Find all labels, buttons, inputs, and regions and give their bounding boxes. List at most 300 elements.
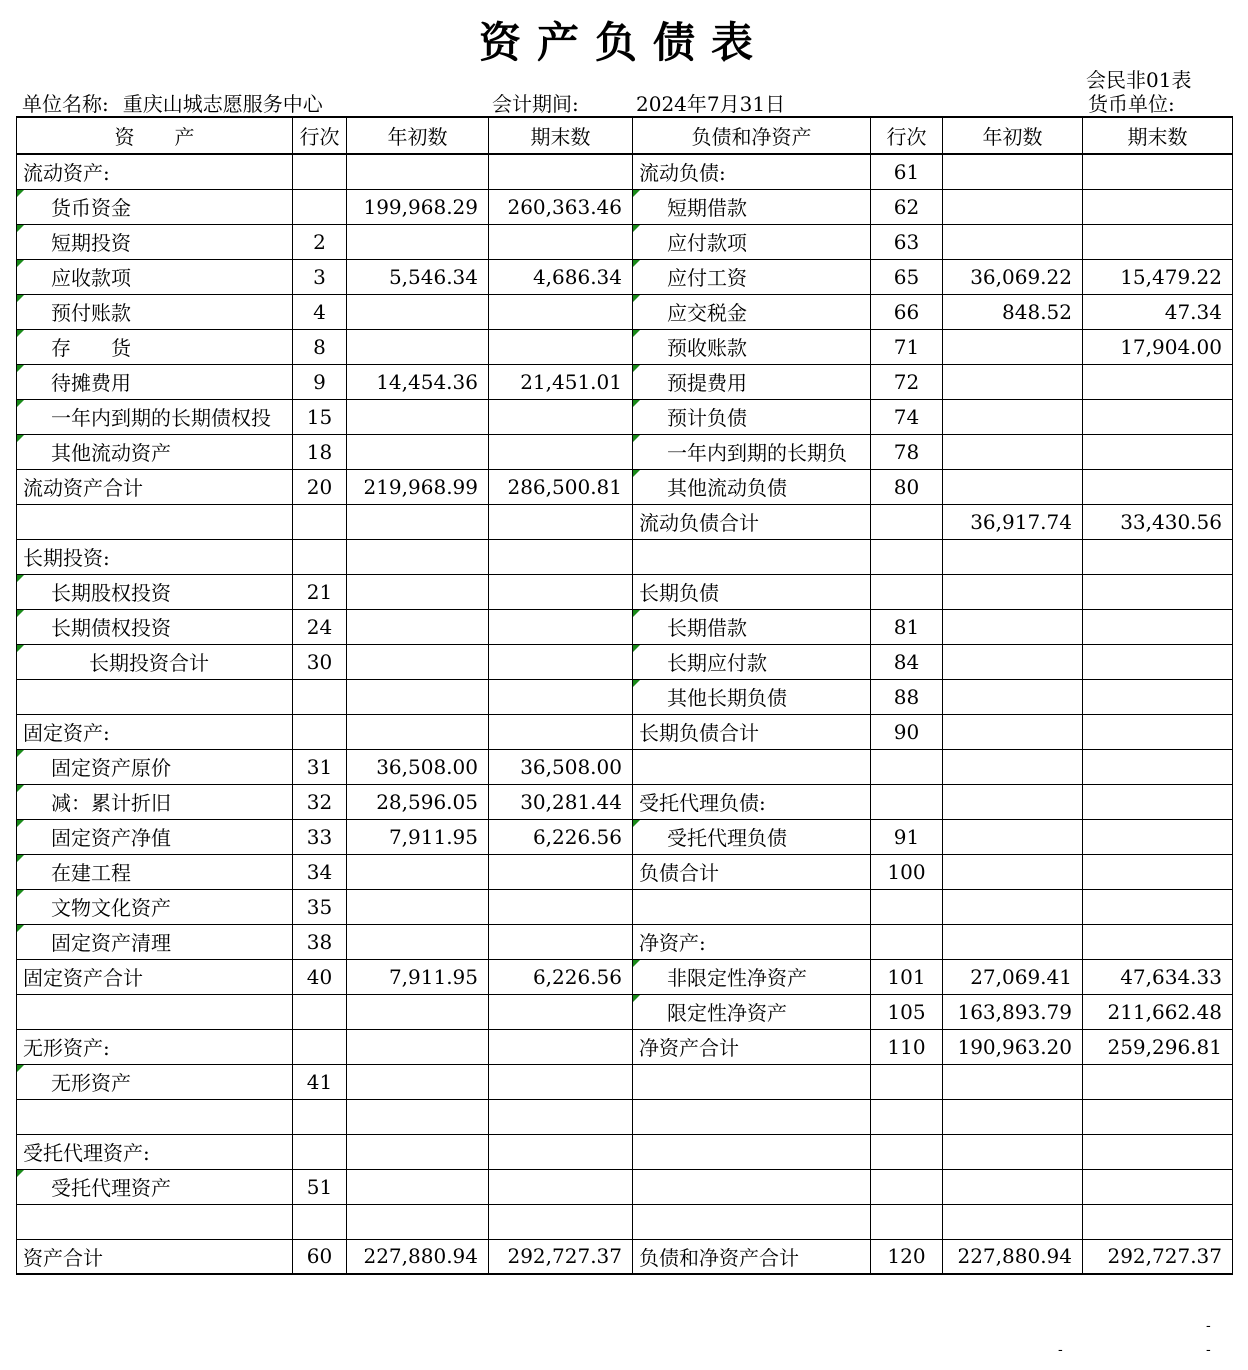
asset-row-no-cell <box>293 714 347 749</box>
asset-opening-cell: 227,880.94 <box>347 1239 489 1274</box>
liability-closing-cell: 211,662.48 <box>1083 994 1233 1029</box>
asset-opening-cell <box>347 154 489 189</box>
liability-opening-cell: 36,917.74 <box>943 504 1083 539</box>
asset-closing-cell <box>489 889 633 924</box>
asset-name-cell: 长期股权投资 <box>17 574 293 609</box>
asset-closing-cell <box>489 504 633 539</box>
asset-row-no-cell <box>293 1134 347 1169</box>
liability-closing-cell <box>1083 854 1233 889</box>
table-row <box>17 294 1233 329</box>
asset-name-cell: 一年内到期的长期债权投 <box>17 399 293 434</box>
asset-row-no-cell: 3 <box>293 259 347 294</box>
asset-name-cell <box>17 679 293 714</box>
asset-row-no-cell <box>293 504 347 539</box>
liability-row-no-cell <box>871 889 943 924</box>
liability-row-no-cell: 91 <box>871 819 943 854</box>
liability-row-no-cell <box>871 1099 943 1134</box>
liability-name-cell: 预提费用 <box>633 364 871 399</box>
liability-row-no-cell: 63 <box>871 224 943 259</box>
liability-row-no-cell <box>871 539 943 574</box>
liability-opening-cell <box>943 924 1083 959</box>
liability-opening-cell <box>943 224 1083 259</box>
liability-name-cell: 长期应付款 <box>633 644 871 679</box>
table-row <box>17 224 1233 259</box>
asset-row-no-cell: 51 <box>293 1169 347 1204</box>
liability-row-no-cell <box>871 1169 943 1204</box>
liability-name-cell: 限定性净资产 <box>633 994 871 1029</box>
table-row <box>17 434 1233 469</box>
asset-closing-cell: 4,686.34 <box>489 259 633 294</box>
footer-dash: - <box>1058 1342 1063 1358</box>
liability-row-no-cell <box>871 1064 943 1099</box>
liability-opening-cell <box>943 434 1083 469</box>
asset-opening-cell <box>347 539 489 574</box>
liability-closing-cell <box>1083 609 1233 644</box>
liability-closing-cell: 15,479.22 <box>1083 259 1233 294</box>
liability-row-no-cell: 90 <box>871 714 943 749</box>
table-row <box>17 1099 1233 1134</box>
asset-row-no-cell: 30 <box>293 644 347 679</box>
asset-opening-cell: 36,508.00 <box>347 749 489 784</box>
asset-closing-cell: 260,363.46 <box>489 189 633 224</box>
asset-name-cell: 固定资产合计 <box>17 959 293 994</box>
liability-opening-cell: 27,069.41 <box>943 959 1083 994</box>
table-row <box>17 259 1233 294</box>
liability-opening-cell <box>943 539 1083 574</box>
liability-opening-cell <box>943 189 1083 224</box>
liability-opening-cell <box>943 364 1083 399</box>
liability-closing-cell <box>1083 399 1233 434</box>
asset-row-no-cell: 33 <box>293 819 347 854</box>
asset-opening-cell <box>347 574 489 609</box>
liability-row-no-cell: 66 <box>871 294 943 329</box>
form-code: 会民非01表 <box>1086 68 1192 92</box>
asset-row-no-cell <box>293 1204 347 1239</box>
asset-closing-cell <box>489 644 633 679</box>
liability-opening-cell <box>943 644 1083 679</box>
asset-row-no-cell: 21 <box>293 574 347 609</box>
liability-row-no-cell: 78 <box>871 434 943 469</box>
table-row <box>17 679 1233 714</box>
liability-opening-cell <box>943 1204 1083 1239</box>
header-opening: 年初数 <box>347 117 489 154</box>
liability-name-cell <box>633 1099 871 1134</box>
asset-row-no-cell: 35 <box>293 889 347 924</box>
asset-closing-cell <box>489 1029 633 1064</box>
asset-opening-cell <box>347 399 489 434</box>
liability-opening-cell <box>943 609 1083 644</box>
asset-row-no-cell: 15 <box>293 399 347 434</box>
liability-closing-cell <box>1083 1204 1233 1239</box>
asset-opening-cell <box>347 329 489 364</box>
asset-opening-cell <box>347 224 489 259</box>
liability-opening-cell <box>943 1099 1083 1134</box>
asset-closing-cell <box>489 154 633 189</box>
asset-name-cell: 固定资产原价 <box>17 749 293 784</box>
table-row <box>17 1169 1233 1204</box>
table-row <box>17 504 1233 539</box>
liability-name-cell: 预收账款 <box>633 329 871 364</box>
liability-row-no-cell <box>871 1204 943 1239</box>
asset-opening-cell <box>347 434 489 469</box>
liability-name-cell <box>633 539 871 574</box>
table-row <box>17 364 1233 399</box>
asset-closing-cell <box>489 609 633 644</box>
header-row-no: 行次 <box>293 117 347 154</box>
liability-closing-cell <box>1083 1064 1233 1099</box>
asset-closing-cell <box>489 1099 633 1134</box>
asset-row-no-cell: 20 <box>293 469 347 504</box>
asset-name-cell: 流动资产合计 <box>17 469 293 504</box>
table-row <box>17 994 1233 1029</box>
table-row <box>17 609 1233 644</box>
asset-name-cell: 文物文化资产 <box>17 889 293 924</box>
table-row <box>17 189 1233 224</box>
header-closing: 期末数 <box>489 117 633 154</box>
liability-closing-cell <box>1083 644 1233 679</box>
table-row <box>17 784 1233 819</box>
table-row <box>17 889 1233 924</box>
liability-opening-cell <box>943 469 1083 504</box>
asset-opening-cell <box>347 1064 489 1099</box>
liability-closing-cell: 17,904.00 <box>1083 329 1233 364</box>
period-value: 2024年7月31日 <box>636 92 786 116</box>
liability-name-cell: 受托代理负债 <box>633 819 871 854</box>
liability-row-no-cell: 65 <box>871 259 943 294</box>
asset-name-cell: 受托代理资产: <box>17 1134 293 1169</box>
liability-closing-cell <box>1083 819 1233 854</box>
asset-row-no-cell: 2 <box>293 224 347 259</box>
table-row <box>17 924 1233 959</box>
asset-name-cell: 无形资产: <box>17 1029 293 1064</box>
table-row <box>17 329 1233 364</box>
table-row <box>17 574 1233 609</box>
asset-opening-cell <box>347 854 489 889</box>
liability-opening-cell <box>943 1134 1083 1169</box>
asset-name-cell: 存 货 <box>17 329 293 364</box>
asset-row-no-cell <box>293 539 347 574</box>
liability-row-no-cell: 120 <box>871 1239 943 1274</box>
liability-name-cell <box>633 889 871 924</box>
liability-opening-cell <box>943 749 1083 784</box>
liability-row-no-cell: 74 <box>871 399 943 434</box>
asset-opening-cell <box>347 504 489 539</box>
liability-closing-cell <box>1083 714 1233 749</box>
table-row <box>17 469 1233 504</box>
asset-row-no-cell <box>293 1029 347 1064</box>
asset-opening-cell <box>347 1099 489 1134</box>
table-row <box>17 644 1233 679</box>
liability-closing-cell: 47,634.33 <box>1083 959 1233 994</box>
liability-name-cell: 非限定性净资产 <box>633 959 871 994</box>
liability-opening-cell: 36,069.22 <box>943 259 1083 294</box>
table-row <box>17 1029 1233 1064</box>
asset-opening-cell <box>347 609 489 644</box>
asset-row-no-cell <box>293 154 347 189</box>
liability-row-no-cell: 110 <box>871 1029 943 1064</box>
header-row-no-2: 行次 <box>871 117 943 154</box>
asset-name-cell: 受托代理资产 <box>17 1169 293 1204</box>
asset-closing-cell <box>489 294 633 329</box>
liability-opening-cell <box>943 329 1083 364</box>
liability-row-no-cell: 62 <box>871 189 943 224</box>
liability-name-cell: 短期借款 <box>633 189 871 224</box>
table-row <box>17 714 1233 749</box>
asset-opening-cell: 28,596.05 <box>347 784 489 819</box>
asset-name-cell: 待摊费用 <box>17 364 293 399</box>
liability-name-cell: 其他长期负债 <box>633 679 871 714</box>
asset-opening-cell <box>347 1029 489 1064</box>
asset-name-cell: 预付账款 <box>17 294 293 329</box>
asset-closing-cell <box>489 1204 633 1239</box>
table-row <box>17 1064 1233 1099</box>
liability-closing-cell: 259,296.81 <box>1083 1029 1233 1064</box>
asset-name-cell: 固定资产清理 <box>17 924 293 959</box>
liability-closing-cell <box>1083 189 1233 224</box>
liability-closing-cell: 292,727.37 <box>1083 1239 1233 1274</box>
asset-closing-cell: 36,508.00 <box>489 749 633 784</box>
asset-name-cell <box>17 994 293 1029</box>
liability-row-no-cell: 84 <box>871 644 943 679</box>
liability-name-cell: 应付工资 <box>633 259 871 294</box>
asset-closing-cell <box>489 434 633 469</box>
liability-opening-cell <box>943 1169 1083 1204</box>
asset-row-no-cell <box>293 994 347 1029</box>
unit-label: 单位名称: <box>22 92 109 116</box>
table-row <box>17 959 1233 994</box>
asset-name-cell: 短期投资 <box>17 224 293 259</box>
asset-opening-cell <box>347 924 489 959</box>
asset-opening-cell: 7,911.95 <box>347 959 489 994</box>
header-closing-2: 期末数 <box>1083 117 1233 154</box>
liability-closing-cell <box>1083 434 1233 469</box>
asset-name-cell: 固定资产净值 <box>17 819 293 854</box>
asset-closing-cell: 6,226.56 <box>489 959 633 994</box>
asset-closing-cell <box>489 539 633 574</box>
header-assets: 资 产 <box>17 117 293 154</box>
asset-closing-cell: 6,226.56 <box>489 819 633 854</box>
asset-name-cell <box>17 504 293 539</box>
liability-opening-cell: 190,963.20 <box>943 1029 1083 1064</box>
liability-row-no-cell: 72 <box>871 364 943 399</box>
asset-name-cell: 固定资产: <box>17 714 293 749</box>
liability-opening-cell <box>943 714 1083 749</box>
liability-row-no-cell <box>871 504 943 539</box>
liability-opening-cell: 227,880.94 <box>943 1239 1083 1274</box>
asset-row-no-cell: 18 <box>293 434 347 469</box>
table-row <box>17 819 1233 854</box>
liability-name-cell <box>633 1204 871 1239</box>
liability-name-cell: 流动负债: <box>633 154 871 189</box>
liability-name-cell <box>633 1169 871 1204</box>
liability-closing-cell <box>1083 1134 1233 1169</box>
table-row <box>17 539 1233 574</box>
asset-opening-cell: 199,968.29 <box>347 189 489 224</box>
liability-name-cell: 预计负债 <box>633 399 871 434</box>
liability-closing-cell <box>1083 1169 1233 1204</box>
asset-opening-cell <box>347 889 489 924</box>
asset-name-cell <box>17 1099 293 1134</box>
liability-closing-cell <box>1083 889 1233 924</box>
liability-name-cell <box>633 1134 871 1169</box>
asset-name-cell: 应收款项 <box>17 259 293 294</box>
liability-name-cell <box>633 1064 871 1099</box>
liability-name-cell: 负债合计 <box>633 854 871 889</box>
asset-opening-cell <box>347 994 489 1029</box>
asset-row-no-cell: 40 <box>293 959 347 994</box>
asset-name-cell: 长期投资合计 <box>17 644 293 679</box>
liability-opening-cell <box>943 784 1083 819</box>
report-title: 资产负债表 <box>478 18 769 67</box>
table-row <box>17 854 1233 889</box>
table-row <box>17 1204 1233 1239</box>
asset-closing-cell <box>489 1134 633 1169</box>
liability-opening-cell <box>943 399 1083 434</box>
asset-row-no-cell: 60 <box>293 1239 347 1274</box>
asset-closing-cell <box>489 679 633 714</box>
asset-row-no-cell: 8 <box>293 329 347 364</box>
liability-opening-cell <box>943 854 1083 889</box>
asset-row-no-cell: 32 <box>293 784 347 819</box>
asset-closing-cell: 30,281.44 <box>489 784 633 819</box>
asset-opening-cell: 14,454.36 <box>347 364 489 399</box>
liability-closing-cell <box>1083 364 1233 399</box>
liability-opening-cell <box>943 154 1083 189</box>
liability-closing-cell <box>1083 539 1233 574</box>
liability-row-no-cell <box>871 784 943 819</box>
asset-name-cell: 货币资金 <box>17 189 293 224</box>
footer-dash: - <box>1206 1342 1211 1358</box>
unit-info <box>22 88 323 117</box>
liability-opening-cell <box>943 819 1083 854</box>
asset-closing-cell <box>489 924 633 959</box>
asset-row-no-cell: 34 <box>293 854 347 889</box>
liability-row-no-cell: 100 <box>871 854 943 889</box>
liability-row-no-cell <box>871 574 943 609</box>
liability-row-no-cell <box>871 924 943 959</box>
liability-opening-cell <box>943 679 1083 714</box>
asset-name-cell: 无形资产 <box>17 1064 293 1099</box>
table-row <box>17 1134 1233 1169</box>
asset-closing-cell: 21,451.01 <box>489 364 633 399</box>
liability-closing-cell <box>1083 224 1233 259</box>
asset-opening-cell <box>347 1204 489 1239</box>
liability-name-cell: 应交税金 <box>633 294 871 329</box>
table-row <box>17 749 1233 784</box>
asset-row-no-cell: 31 <box>293 749 347 784</box>
liability-closing-cell <box>1083 154 1233 189</box>
asset-closing-cell: 292,727.37 <box>489 1239 633 1274</box>
liability-name-cell: 长期负债合计 <box>633 714 871 749</box>
asset-opening-cell <box>347 1134 489 1169</box>
asset-row-no-cell <box>293 679 347 714</box>
balance-sheet-table <box>16 116 1233 1275</box>
liability-name-cell: 负债和净资产合计 <box>633 1239 871 1274</box>
asset-row-no-cell <box>293 1099 347 1134</box>
asset-opening-cell <box>347 1169 489 1204</box>
liability-name-cell: 长期负债 <box>633 574 871 609</box>
liability-closing-cell <box>1083 574 1233 609</box>
asset-name-cell <box>17 1204 293 1239</box>
liability-opening-cell: 848.52 <box>943 294 1083 329</box>
liability-closing-cell <box>1083 749 1233 784</box>
asset-row-no-cell: 9 <box>293 364 347 399</box>
asset-opening-cell <box>347 644 489 679</box>
liability-closing-cell <box>1083 679 1233 714</box>
liability-closing-cell <box>1083 784 1233 819</box>
asset-name-cell: 减：累计折旧 <box>17 784 293 819</box>
liability-row-no-cell: 101 <box>871 959 943 994</box>
asset-opening-cell <box>347 679 489 714</box>
liability-row-no-cell: 61 <box>871 154 943 189</box>
asset-name-cell: 在建工程 <box>17 854 293 889</box>
table-row <box>17 1239 1233 1274</box>
liability-name-cell: 净资产: <box>633 924 871 959</box>
period-label: 会计期间: <box>492 92 579 116</box>
table-row <box>17 154 1233 189</box>
liability-row-no-cell: 105 <box>871 994 943 1029</box>
liability-closing-cell: 33,430.56 <box>1083 504 1233 539</box>
asset-closing-cell <box>489 714 633 749</box>
asset-opening-cell: 5,546.34 <box>347 259 489 294</box>
liability-opening-cell <box>943 889 1083 924</box>
asset-opening-cell <box>347 294 489 329</box>
header-opening-2: 年初数 <box>943 117 1083 154</box>
asset-name-cell: 其他流动资产 <box>17 434 293 469</box>
liability-closing-cell <box>1083 469 1233 504</box>
unit-name: 重庆山城志愿服务中心 <box>122 92 323 116</box>
liability-opening-cell <box>943 574 1083 609</box>
liability-name-cell: 其他流动负债 <box>633 469 871 504</box>
asset-name-cell: 流动资产: <box>17 154 293 189</box>
footer-dash: - <box>1206 1318 1211 1334</box>
header-row <box>17 117 1233 154</box>
currency-label: 货币单位: <box>1088 92 1175 116</box>
asset-closing-cell <box>489 994 633 1029</box>
liability-opening-cell <box>943 1064 1083 1099</box>
liability-name-cell: 流动负债合计 <box>633 504 871 539</box>
asset-row-no-cell: 4 <box>293 294 347 329</box>
asset-name-cell: 资产合计 <box>17 1239 293 1274</box>
liability-row-no-cell <box>871 1134 943 1169</box>
liability-row-no-cell <box>871 749 943 784</box>
asset-row-no-cell: 38 <box>293 924 347 959</box>
asset-name-cell: 长期债权投资 <box>17 609 293 644</box>
liability-row-no-cell: 80 <box>871 469 943 504</box>
asset-name-cell: 长期投资: <box>17 539 293 574</box>
asset-row-no-cell <box>293 189 347 224</box>
header-liabilities: 负债和净资产 <box>633 117 871 154</box>
liability-name-cell <box>633 749 871 784</box>
asset-opening-cell: 219,968.99 <box>347 469 489 504</box>
asset-closing-cell: 286,500.81 <box>489 469 633 504</box>
liability-name-cell: 应付款项 <box>633 224 871 259</box>
liability-closing-cell: 47.34 <box>1083 294 1233 329</box>
liability-row-no-cell: 81 <box>871 609 943 644</box>
liability-row-no-cell: 88 <box>871 679 943 714</box>
liability-closing-cell <box>1083 1099 1233 1134</box>
asset-opening-cell <box>347 714 489 749</box>
liability-closing-cell <box>1083 924 1233 959</box>
liability-row-no-cell: 71 <box>871 329 943 364</box>
asset-closing-cell <box>489 224 633 259</box>
liability-name-cell: 一年内到期的长期负 <box>633 434 871 469</box>
liability-name-cell: 净资产合计 <box>633 1029 871 1064</box>
asset-closing-cell <box>489 399 633 434</box>
liability-name-cell: 受托代理负债: <box>633 784 871 819</box>
asset-closing-cell <box>489 574 633 609</box>
table-row <box>17 399 1233 434</box>
